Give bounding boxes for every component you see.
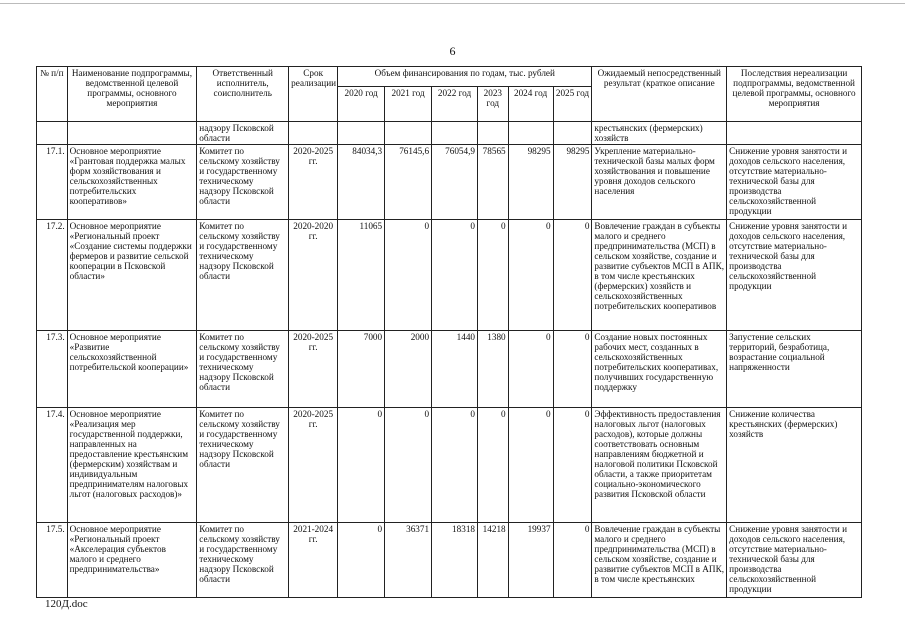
row-value: 0 <box>338 408 385 523</box>
row-consequences: Снижение уровня занятости и доходов сельского населения, отсутствие материально-технической базы для производства сельскохозяйственной продукции <box>727 145 862 220</box>
row-value: 0 <box>508 331 553 408</box>
row-value: 0 <box>508 408 553 523</box>
row-consequences: Снижение уровня занятости и доходов сельского населения, отсутствие материально-технической базы для производства сельскохозяйственной продукции <box>727 220 862 331</box>
row-number: 17.3. <box>37 331 68 408</box>
row-value: 18318 <box>432 523 478 598</box>
row-term: 2020-2025 гг. <box>289 408 338 523</box>
header-consequences: Последствия нереализации подпрограммы, ведомственной целевой программы, основного мероприятия <box>727 67 862 122</box>
row-value: 11065 <box>338 220 385 331</box>
header-no: № п/п <box>37 67 68 122</box>
row-result: Создание новых постоянных рабочих мест, созданных в сельскохозяйственных потребительских кооперативах, получивших государственную поддержку <box>592 331 727 408</box>
header-year: 2021 год <box>385 86 432 121</box>
row-value: 98295 <box>553 145 592 220</box>
row-number: 17.5. <box>37 523 68 598</box>
row-value: 0 <box>478 220 509 331</box>
row-value: 0 <box>553 408 592 523</box>
row-executor: Комитет по сельскому хозяйству и государственному техническому надзору Псковской области <box>197 523 289 598</box>
continuation-row <box>37 122 862 145</box>
header-result: Ожидаемый непосредственный результат (краткое описание <box>592 67 727 122</box>
row-value: 0 <box>478 408 509 523</box>
header-year: 2022 год <box>432 86 478 121</box>
row-consequences: Снижение количества крестьянских (фермерских) хозяйств <box>727 408 862 523</box>
table-row <box>37 331 862 408</box>
row-value: 0 <box>338 523 385 598</box>
table-row <box>37 145 862 220</box>
row-result: Укрепление материально-технической базы малых форм хозяйствования и повышение уровня доходов сельского населения <box>592 145 727 220</box>
row-value: 84034,3 <box>338 145 385 220</box>
scan-top-rule <box>0 3 905 4</box>
row-term: 2020-2020 гг. <box>289 220 338 331</box>
row-term: 2020-2025 гг. <box>289 331 338 408</box>
row-value: 98295 <box>508 145 553 220</box>
row-value: 2000 <box>385 331 432 408</box>
row-value: 0 <box>432 408 478 523</box>
header-row-1 <box>37 67 862 87</box>
row-value: 36371 <box>385 523 432 598</box>
row-value: 0 <box>508 220 553 331</box>
footer-filename: 120Д.doc <box>45 598 88 610</box>
row-number: 17.2. <box>37 220 68 331</box>
row-name: Основное мероприятие «Развитие сельскохозяйственной потребительской кооперации» <box>67 331 197 408</box>
row-value: 0 <box>553 220 592 331</box>
row-value: 0 <box>385 408 432 523</box>
header-name: Наименование подпрограммы, ведомственной целевой программы, основного мероприятия <box>67 67 197 122</box>
row-value: 76145,6 <box>385 145 432 220</box>
row-name: Основное мероприятие «Реализация мер государственной поддержки, направленных на предоставление крестьянским (фермерским) хозяйствам и индивидуальным предпринимателям налоговых льгот (налоговых расходов)» <box>67 408 197 523</box>
row-number: 17.1. <box>37 145 68 220</box>
header-executor: Ответственный исполнитель, соисполнитель <box>197 67 289 122</box>
row-value: 0 <box>385 220 432 331</box>
table-row <box>37 220 862 331</box>
row-name: Основное мероприятие «Региональный проект «Акселерация субъектов малого и среднего предпринимательства» <box>67 523 197 598</box>
row-value: 76054,9 <box>432 145 478 220</box>
page-number: 6 <box>449 44 456 58</box>
row-value: 0 <box>553 331 592 408</box>
header-year: 2024 год <box>508 86 553 121</box>
row-consequences: Запустение сельских территорий, безработица, возрастание социальной напряженности <box>727 331 862 408</box>
continuation-executor: надзору Псковской области <box>197 122 289 145</box>
row-value: 7000 <box>338 331 385 408</box>
row-number: 17.4. <box>37 408 68 523</box>
row-term: 2021-2024 гг. <box>289 523 338 598</box>
row-executor: Комитет по сельскому хозяйству и государственному техническому надзору Псковской области <box>197 408 289 523</box>
row-name: Основное мероприятие «Грантовая поддержка малых форм хозяйствования и сельскохозяйственных потребительских кооперативов» <box>67 145 197 220</box>
header-year: 2020 год <box>338 86 385 121</box>
table-row <box>37 408 862 523</box>
header-term: Срок реализации <box>289 67 338 122</box>
row-consequences: Снижение уровня занятости и доходов сельского населения, отсутствие материально-технической базы для производства сельскохозяйственной продукции <box>727 523 862 598</box>
row-value: 14218 <box>478 523 509 598</box>
row-value: 0 <box>432 220 478 331</box>
row-executor: Комитет по сельскому хозяйству и государственному техническому надзору Псковской области <box>197 220 289 331</box>
header-year: 2025 год <box>553 86 592 121</box>
row-executor: Комитет по сельскому хозяйству и государственному техническому надзору Псковской области <box>197 331 289 408</box>
row-result: Вовлечение граждан в субъекты малого и среднего предпринимательства (МСП) в сельском хозяйстве, создание и развитие субъектов МСП в АПК, в том числе крестьянских (фермерских) хозяйств и сельскохозяйственных потребительских кооперативов <box>592 220 727 331</box>
row-term: 2020-2025 гг. <box>289 145 338 220</box>
row-value: 1440 <box>432 331 478 408</box>
row-value: 78565 <box>478 145 509 220</box>
row-name: Основное мероприятие «Региональный проект «Создание системы поддержки фермеров и развитие сельской кооперации в Псковской области» <box>67 220 197 331</box>
table-row <box>37 523 862 598</box>
continuation-result: крестьянских (фермерских) хозяйств <box>592 122 727 145</box>
row-value: 1380 <box>478 331 509 408</box>
header-funding: Объем финансирования по годам, тыс. рублей <box>338 67 592 87</box>
row-result: Вовлечение граждан в субъекты малого и среднего предпринимательства (МСП) в сельском хозяйстве, создание и развитие субъектов МСП в АПК, в том числе крестьянских <box>592 523 727 598</box>
row-value: 19937 <box>508 523 553 598</box>
row-result: Эффективность предоставления налоговых льгот (налоговых расходов), которые должны соответствовать основным направлениям бюджетной и налоговой политики Псковской области, а также приоритетам социально-экономического развития Псковской области <box>592 408 727 523</box>
program-table <box>36 66 862 598</box>
header-year: 2023 год <box>478 86 509 121</box>
row-executor: Комитет по сельскому хозяйству и государственному техническому надзору Псковской области <box>197 145 289 220</box>
row-value: 0 <box>553 523 592 598</box>
